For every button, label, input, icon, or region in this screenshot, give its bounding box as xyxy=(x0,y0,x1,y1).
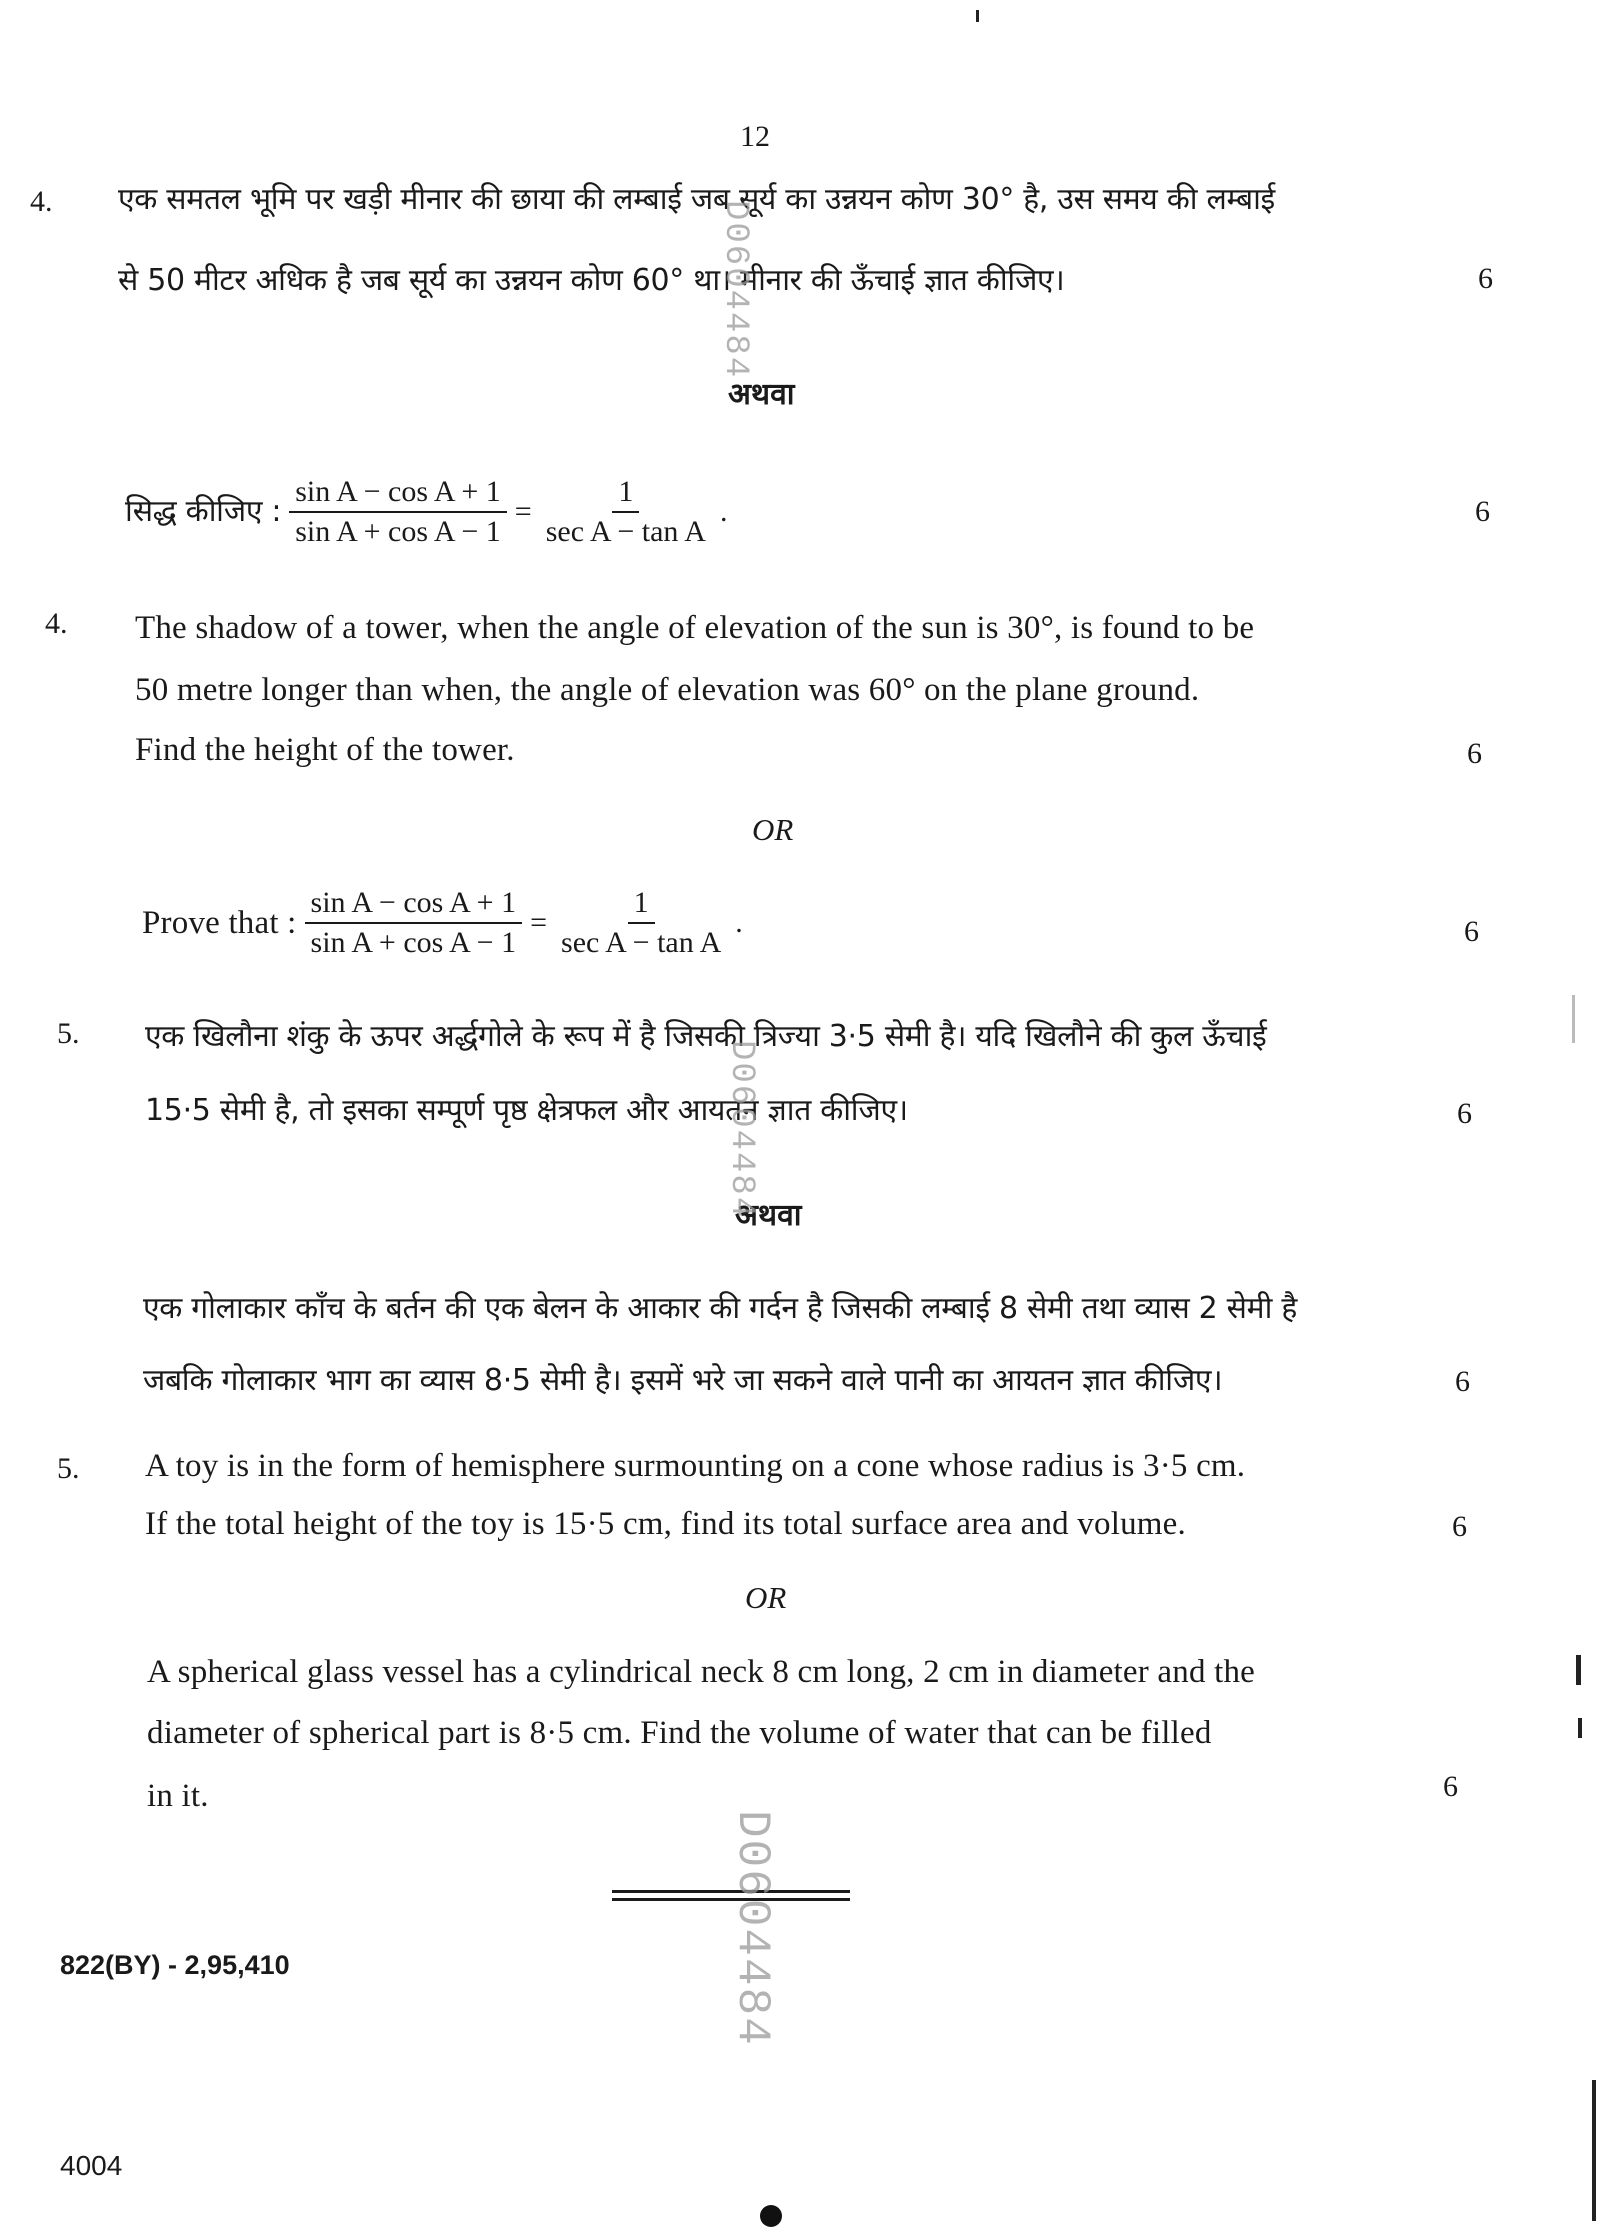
q5-hindi-marks: 6 xyxy=(1457,1097,1472,1130)
equals-sign: = xyxy=(514,495,532,528)
rhs-fraction xyxy=(540,473,712,551)
q4-hindi-prove-marks: 6 xyxy=(1475,495,1490,528)
q4-english-prove-marks: 6 xyxy=(1464,915,1479,948)
scan-edge-mark-3 xyxy=(1578,1718,1582,1738)
formula-end: . xyxy=(719,495,728,528)
serial-stamp-1: D0604484 xyxy=(716,200,754,380)
serial-stamp-2: D0604484 xyxy=(722,1040,760,1220)
q4-english-marks: 6 xyxy=(1467,737,1482,770)
question-number-5-english: 5. xyxy=(57,1452,80,1485)
q5-english-line2: If the total height of the toy is 15·5 cm, find its total surface area and volume. xyxy=(145,1506,1186,1542)
q4-hindi-prove xyxy=(125,473,727,551)
lhs-fraction-en xyxy=(305,884,523,962)
lhs-denominator-en: sin A + cos A − 1 xyxy=(310,926,517,959)
q4-english-line3: Find the height of the tower. xyxy=(135,732,515,768)
q4-english-line1: The shadow of a tower, when the angle of elevation of the sun is 30°, is found to be xyxy=(135,610,1255,646)
lhs-numerator-en: sin A − cos A + 1 xyxy=(305,884,523,924)
lhs-numerator: sin A − cos A + 1 xyxy=(289,473,507,513)
q5-english-alt-marks: 6 xyxy=(1443,1770,1458,1803)
q5-english-or: OR xyxy=(745,1580,787,1615)
q5-hindi-or: अथवा xyxy=(735,1198,802,1233)
rhs-denominator-en: sec A − tan A xyxy=(561,926,722,959)
rhs-fraction-en xyxy=(555,884,727,962)
q5-english-alt-line2: diameter of spherical part is 8·5 cm. Find the volume of water that can be filled xyxy=(147,1715,1212,1751)
rhs-numerator: 1 xyxy=(612,473,639,513)
ink-blot xyxy=(760,2205,782,2227)
footer-code: 822(BY) - 2,95,410 xyxy=(60,1950,290,1980)
q4-english-line2: 50 metre longer than when, the angle of elevation was 60° on the plane ground. xyxy=(135,672,1200,708)
q4-english-or: OR xyxy=(752,812,794,847)
lhs-denominator: sin A + cos A − 1 xyxy=(295,515,501,548)
q5-english-alt-line3: in it. xyxy=(147,1778,209,1814)
serial-stamp-3: D0604484 xyxy=(726,1810,778,2047)
scan-dot-top xyxy=(976,10,979,22)
paper-code: 4004 xyxy=(60,2150,123,2181)
question-number-4-english: 4. xyxy=(45,607,68,640)
q4-hindi-prove-label: सिद्ध कीजिए : xyxy=(125,494,282,529)
q5-hindi-line1: एक खिलौना शंकु के ऊपर अर्द्धगोले के रूप में है जिसकी त्रिज्या 3·5 सेमी है। यदि खिलौने की कुल ऊँचाई xyxy=(145,1019,1267,1054)
q5-english-marks: 6 xyxy=(1452,1510,1467,1543)
q4-hindi-marks: 6 xyxy=(1478,262,1493,295)
question-number-5-hindi: 5. xyxy=(57,1017,80,1050)
scan-edge-mark-2 xyxy=(1576,1655,1581,1685)
q4-english-prove-label: Prove that : xyxy=(142,905,297,941)
q4-hindi-line2: से 50 मीटर अधिक है जब सूर्य का उन्नयन कोण 60° था। मीनार की ऊँचाई ज्ञात कीजिए। xyxy=(118,263,1065,298)
q5-hindi-line2: 15·5 सेमी है, तो इसका सम्पूर्ण पृष्ठ क्षेत्रफल और आयतन ज्ञात कीजिए। xyxy=(145,1093,908,1128)
rhs-numerator-en: 1 xyxy=(628,884,655,924)
q5-english-alt-line1: A spherical glass vessel has a cylindrical neck 8 cm long, 2 cm in diameter and the xyxy=(147,1654,1256,1690)
rhs-denominator: sec A − tan A xyxy=(545,515,706,548)
q4-hindi-or: अथवा xyxy=(728,377,795,412)
q5-hindi-alt-line1: एक गोलाकार काँच के बर्तन की एक बेलन के आकार की गर्दन है जिसकी लम्बाई 8 सेमी तथा व्यास 2 सेमी है xyxy=(143,1291,1297,1326)
question-number-4-hindi: 4. xyxy=(30,185,53,218)
q5-hindi-alt-line2: जबकि गोलाकार भाग का व्यास 8·5 सेमी है। इसमें भरे जा सकने वाले पानी का आयतन ज्ञात कीजिए। xyxy=(143,1363,1223,1398)
q5-hindi-alt-marks: 6 xyxy=(1455,1365,1470,1398)
page-number: 12 xyxy=(740,120,770,153)
scan-edge-mark-1 xyxy=(1572,995,1575,1043)
equals-sign-en: = xyxy=(530,906,548,939)
scan-edge-mark-4 xyxy=(1592,2080,1596,2221)
q5-english-line1: A toy is in the form of hemisphere surmounting on a cone whose radius is 3·5 cm. xyxy=(145,1448,1246,1484)
q4-english-prove xyxy=(142,884,743,962)
formula-end-en: . xyxy=(735,906,743,939)
q4-hindi-line1: एक समतल भूमि पर खड़ी मीनार की छाया की लम्बाई जब सूर्य का उन्नयन कोण 30° है, उस समय की लम्बाई xyxy=(118,182,1275,217)
lhs-fraction xyxy=(289,473,507,551)
